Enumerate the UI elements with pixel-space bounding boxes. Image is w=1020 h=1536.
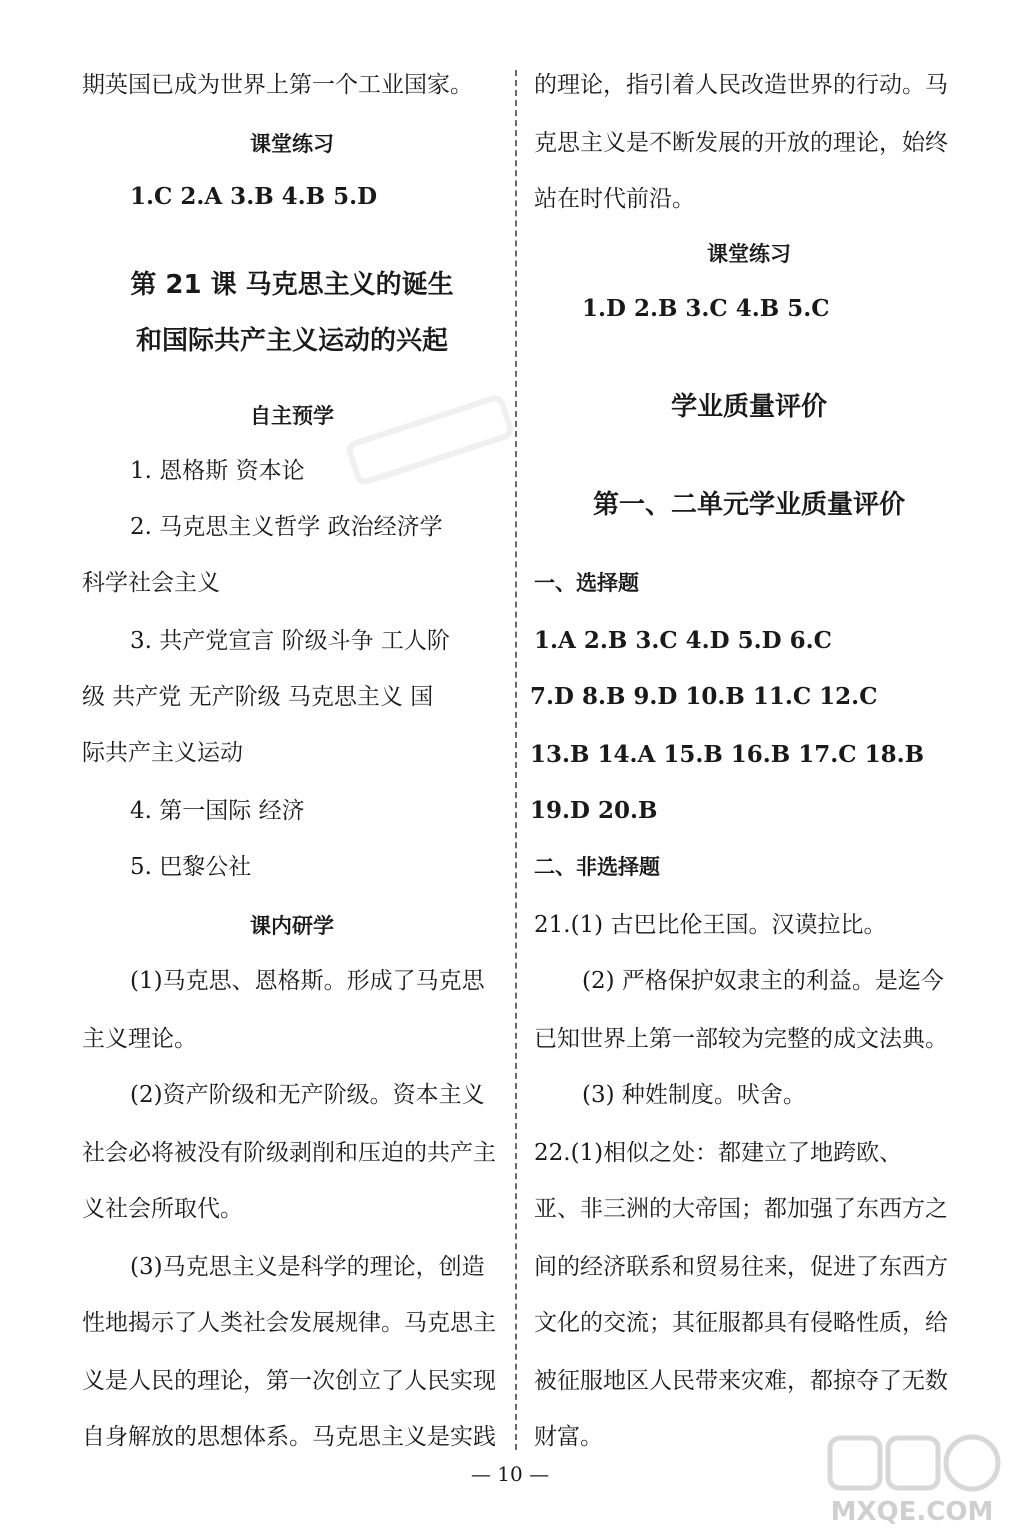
text-line: 级 共产党 无产阶级 马克思主义 国 — [82, 684, 434, 710]
text-line: 义社会所取代。 — [82, 1196, 243, 1222]
section-heading: 课堂练习 — [707, 242, 791, 266]
faint-stamp-watermark — [340, 380, 520, 500]
answer-line: 13.B 14.A 15.B 16.B 17.C 18.B — [530, 741, 925, 768]
text-line: 克思主义是不断发展的开放的理论，始终 — [534, 130, 948, 156]
site-watermark-logo — [812, 1432, 1012, 1532]
text-line: 1. 恩格斯 资本论 — [130, 458, 305, 484]
section-heading: 一、选择题 — [534, 571, 639, 595]
answer-line: 1.C 2.A 3.B 4.B 5.D — [130, 183, 378, 210]
section-heading: 课堂练习 — [250, 132, 334, 156]
column-divider — [515, 70, 517, 1450]
text-line: 21.(1) 古巴比伦王国。汉谟拉比。 — [534, 912, 887, 938]
answer-line: 19.D 20.B — [530, 797, 658, 824]
text-line: 期英国已成为世界上第一个工业国家。 — [82, 72, 473, 98]
text-line: 2. 马克思主义哲学 政治经济学 — [130, 514, 443, 540]
section-heading: 自主预学 — [250, 404, 334, 428]
text-line: (3)马克思主义是科学的理论，创造 — [130, 1254, 485, 1280]
text-line: (3) 种姓制度。吠舍。 — [582, 1082, 806, 1108]
text-line: 社会必将被没有阶级剥削和压迫的共产主 — [82, 1140, 496, 1166]
section-heading: 二、非选择题 — [534, 855, 660, 879]
text-line: 文化的交流；其征服都具有侵略性质，给 — [534, 1310, 948, 1336]
part-title: 学业质量评价 — [670, 392, 827, 422]
lesson-title-cont: 和国际共产主义运动的兴起 — [135, 326, 448, 356]
answer-line: 1.A 2.B 3.C 4.D 5.D 6.C — [534, 627, 832, 654]
text-line: 的理论，指引着人民改造世界的行动。马 — [534, 72, 948, 98]
text-line: 科学社会主义 — [82, 570, 220, 596]
text-line: 站在时代前沿。 — [534, 186, 695, 212]
text-line: 亚、非三洲的大帝国；都加强了东西方之 — [534, 1196, 948, 1222]
text-line: 已知世界上第一部较为完整的成文法典。 — [534, 1026, 948, 1052]
text-line: 义是人民的理论，第一次创立了人民实现 — [82, 1368, 496, 1394]
text-line: 被征服地区人民带来灾难，都掠夺了无数 — [534, 1368, 948, 1394]
text-line: (2) 严格保护奴隶主的利益。是迄今 — [582, 968, 944, 994]
text-line: (2)资产阶级和无产阶级。资本主义 — [130, 1082, 485, 1108]
text-line: 4. 第一国际 经济 — [130, 798, 305, 824]
watermark-domain: MXQE.COM — [830, 1497, 994, 1527]
lesson-title: 第 21 课 马克思主义的诞生 — [130, 270, 454, 300]
text-line: 主义理论。 — [82, 1026, 197, 1052]
text-line: (1)马克思、恩格斯。形成了马克思 — [130, 968, 485, 994]
answer-line: 1.D 2.B 3.C 4.B 5.C — [582, 295, 830, 322]
text-line: 性地揭示了人类社会发展规律。马克思主 — [82, 1310, 496, 1336]
answer-line: 7.D 8.B 9.D 10.B 11.C 12.C — [530, 683, 878, 710]
text-line: 5. 巴黎公社 — [130, 854, 252, 880]
text-line: 间的经济联系和贸易往来，促进了东西方 — [534, 1254, 948, 1280]
text-line: 3. 共产党宣言 阶级斗争 工人阶 — [130, 628, 450, 654]
page-number: — 10 — — [470, 1462, 550, 1486]
text-line: 财富。 — [534, 1424, 603, 1450]
text-line: 自身解放的思想体系。马克思主义是实践 — [82, 1424, 496, 1450]
text-line: 22.(1)相似之处：都建立了地跨欧、 — [534, 1140, 903, 1166]
section-heading: 课内研学 — [250, 914, 334, 938]
text-line: 际共产主义运动 — [82, 740, 243, 766]
unit-title: 第一、二单元学业质量评价 — [592, 490, 905, 520]
